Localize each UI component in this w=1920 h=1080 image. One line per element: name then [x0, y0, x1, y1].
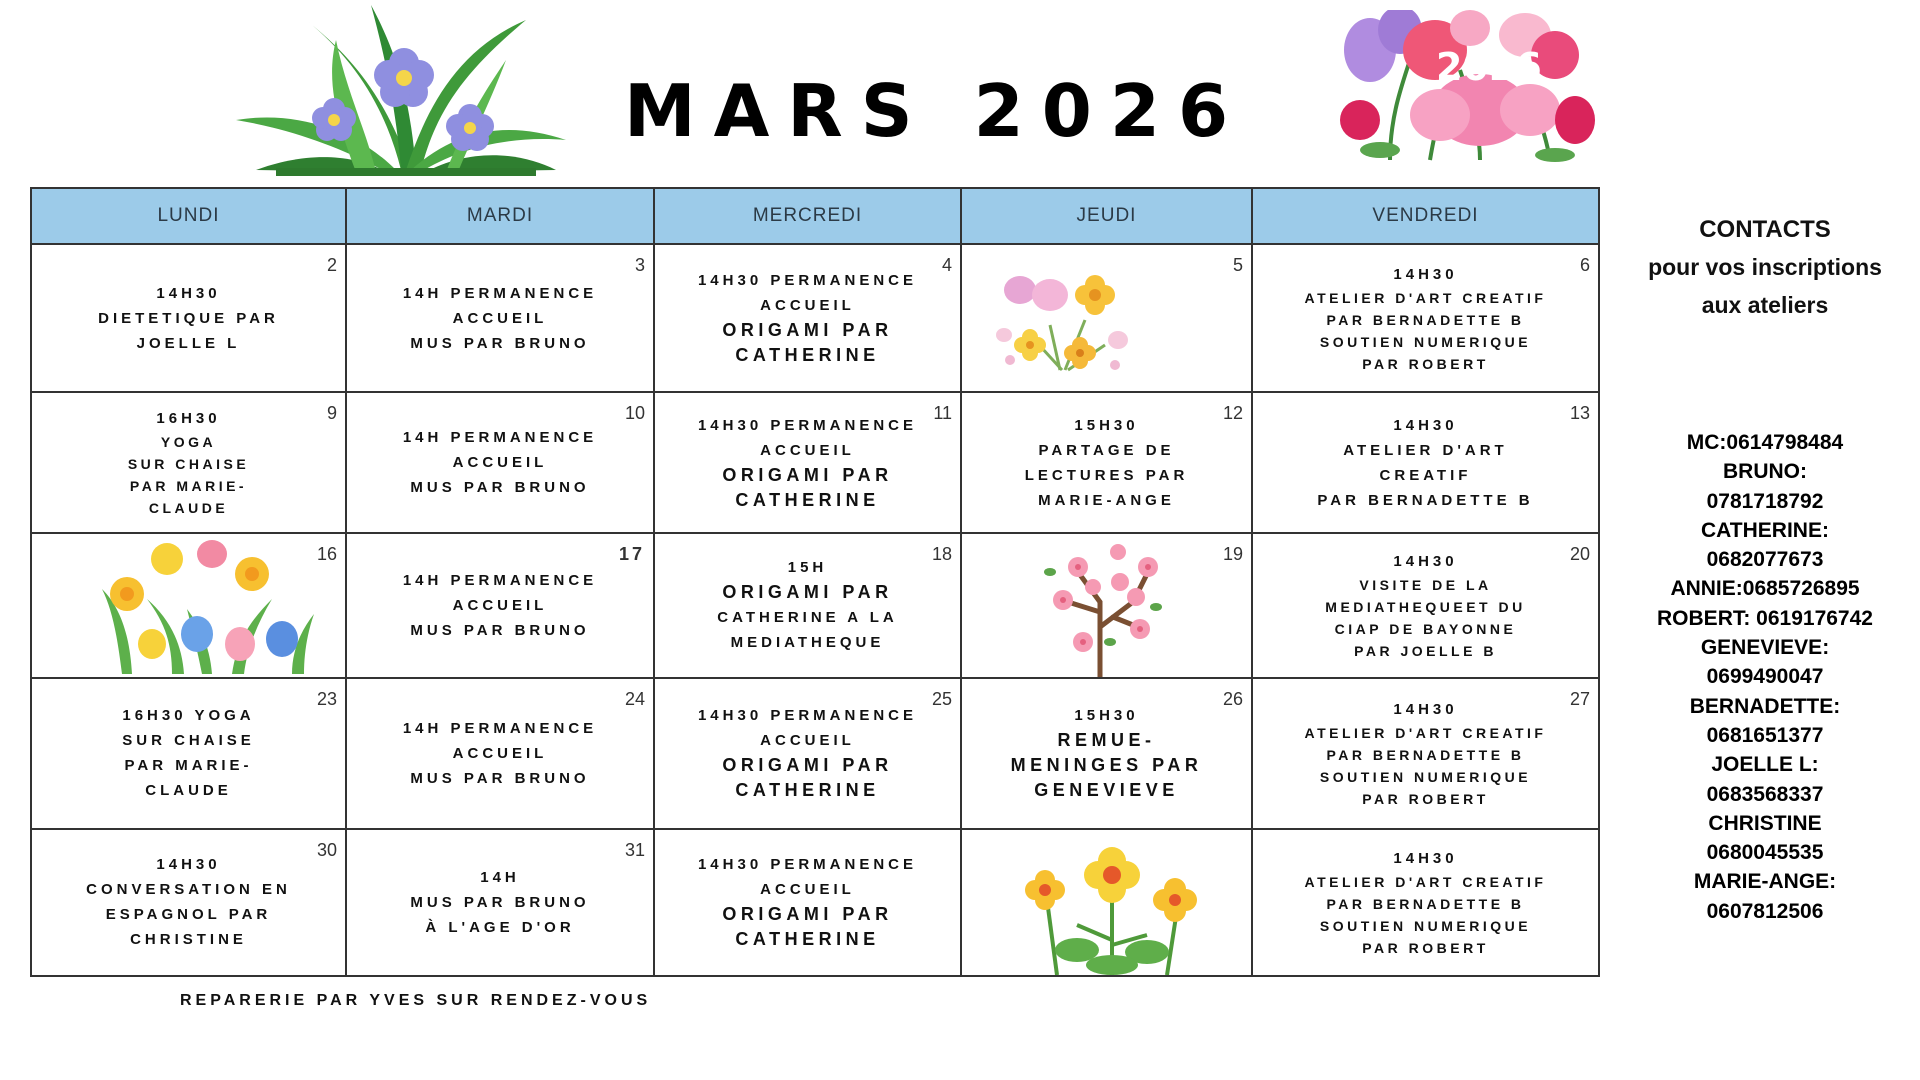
- yellow-flowers-illustration: [1017, 840, 1197, 975]
- day-cell: [961, 678, 1252, 828]
- event-line: ACCUEIL: [760, 732, 855, 750]
- header-mardi: MARDI: [346, 188, 654, 244]
- event-text: [1253, 846, 1598, 959]
- day-cell: [1252, 392, 1599, 532]
- event-line: 14H30: [1393, 552, 1458, 570]
- day-number: 6: [1579, 255, 1590, 275]
- contact-line: 0682077673: [1706, 548, 1824, 572]
- event-line: 14H30 PERMANENCE: [697, 272, 918, 290]
- event-line: 14H: [480, 868, 520, 886]
- event-line: PAR JOELLE B: [1354, 642, 1497, 659]
- contacts-list: [1620, 428, 1910, 926]
- day-number: 13: [1569, 403, 1590, 424]
- event-line: YOGA: [160, 434, 217, 451]
- day-number: 20: [1569, 543, 1590, 564]
- day-cell: [654, 829, 961, 976]
- event-line: CIAP DE BAYONNE: [1334, 620, 1517, 637]
- event-line: CATHERINE A LA: [717, 609, 898, 627]
- pink-flowers-illustration: [1330, 10, 1595, 162]
- deco-year-text: 2026: [1436, 45, 1542, 89]
- day-cell: [31, 533, 346, 678]
- event-line: ORIGAMI PAR: [722, 582, 893, 603]
- event-line: GENEVIEVE: [1034, 780, 1179, 801]
- event-line: ORIGAMI PAR: [722, 755, 893, 776]
- event-line: SOUTIEN NUMERIQUE: [1319, 333, 1532, 350]
- event-line: ESPAGNOL PAR: [105, 906, 272, 924]
- event-line: ACCUEIL: [452, 596, 548, 614]
- event-text: [962, 413, 1251, 513]
- event-line: 14H30: [1393, 265, 1458, 283]
- event-text: [32, 406, 345, 519]
- day-cell: [31, 244, 346, 392]
- day-cell: [961, 392, 1252, 532]
- event-line: REMUE-: [1057, 730, 1156, 751]
- day-cell: [654, 533, 961, 678]
- day-number: 16: [316, 543, 337, 564]
- day-number: 27: [1569, 689, 1590, 710]
- event-line: ACCUEIL: [760, 881, 855, 899]
- event-text: [347, 281, 653, 356]
- contact-line: BERNADETTE:: [1689, 694, 1841, 718]
- day-number: 5: [1232, 255, 1243, 275]
- event-line: MEDIATHEQUEET DU: [1325, 598, 1526, 615]
- header-jeudi: JEUDI: [961, 188, 1252, 244]
- event-line: 14H30: [156, 856, 221, 874]
- week-row: [31, 533, 1599, 678]
- day-cell: [1252, 533, 1599, 678]
- contact-line: CATHERINE:: [1701, 518, 1829, 542]
- event-line: 14H PERMANENCE: [402, 429, 598, 447]
- day-cell: [1252, 678, 1599, 828]
- event-line: LECTURES PAR: [1024, 466, 1189, 484]
- event-line: MUS PAR BRUNO: [410, 769, 590, 787]
- week-row: [31, 678, 1599, 828]
- event-line: 14H30 PERMANENCE: [697, 707, 918, 725]
- contact-line: 0781718792: [1706, 489, 1824, 513]
- contact-line: MC:0614798484: [1686, 431, 1844, 454]
- event-line: ATELIER D'ART CREATIF: [1304, 873, 1547, 890]
- contact-line: MARIE-ANGE:: [1693, 870, 1837, 894]
- day-cell: [346, 829, 654, 976]
- day-number: 10: [624, 403, 645, 424]
- day-number: 25: [931, 689, 952, 710]
- day-number: 26: [1222, 689, 1243, 710]
- day-cell: [654, 244, 961, 392]
- blossom-branch-illustration: [1038, 533, 1168, 677]
- event-line: PAR BERNADETTE B: [1326, 746, 1525, 763]
- day-number: 2: [326, 255, 337, 275]
- event-text: [347, 865, 653, 940]
- event-line: MUS PAR BRUNO: [410, 621, 590, 639]
- week-row: [31, 244, 1599, 392]
- footer-note: REPARERIE PAR YVES SUR RENDEZ-VOUS: [180, 992, 652, 1009]
- contact-line: 0683568337: [1706, 782, 1824, 806]
- day-cell: [1252, 829, 1599, 976]
- event-text: [347, 568, 653, 643]
- day-cell: [346, 244, 654, 392]
- event-line: ACCUEIL: [452, 454, 548, 472]
- day-number: 23: [316, 689, 337, 710]
- event-line: ATELIER D'ART CREATIF: [1304, 724, 1547, 741]
- contact-line: JOELLE L:: [1711, 753, 1819, 777]
- day-cell: [346, 533, 654, 678]
- event-line: DIETETIQUE PAR: [98, 309, 279, 327]
- day-cell: [961, 829, 1252, 976]
- event-line: 14H30 PERMANENCE: [697, 416, 918, 434]
- event-line: 14H30: [156, 284, 221, 302]
- day-cell: [31, 829, 346, 976]
- event-line: CATHERINE: [735, 345, 880, 366]
- day-cell: [346, 678, 654, 828]
- day-cell: [31, 678, 346, 828]
- header-mercredi: MERCREDI: [654, 188, 961, 244]
- event-line: MUS PAR BRUNO: [410, 893, 590, 911]
- week-row: [31, 392, 1599, 532]
- grass-flowers-illustration: [236, 0, 566, 176]
- event-line: MEDIATHEQUE: [730, 634, 885, 652]
- event-line: ORIGAMI PAR: [722, 464, 893, 485]
- day-number: 11: [933, 403, 952, 424]
- event-line: MUS PAR BRUNO: [410, 479, 590, 497]
- event-text: [655, 852, 960, 952]
- event-line: CATHERINE: [735, 489, 880, 510]
- event-line: CONVERSATION EN: [86, 881, 291, 899]
- event-line: 14H PERMANENCE: [402, 284, 598, 302]
- event-line: PAR MARIE-: [129, 478, 248, 495]
- day-cell: [31, 392, 346, 532]
- event-line: MUS PAR BRUNO: [410, 334, 590, 352]
- day-cell: [346, 392, 654, 532]
- event-line: MENINGES PAR: [1010, 755, 1203, 776]
- contacts-panel: [1620, 212, 1910, 926]
- contact-line: 0681651377: [1706, 723, 1824, 747]
- event-line: PAR MARIE-: [124, 757, 253, 775]
- day-number: 12: [1222, 403, 1243, 424]
- event-text: [655, 268, 960, 368]
- event-text: [1253, 549, 1598, 662]
- contacts-subtitle-1: pour vos inscriptions: [1648, 254, 1882, 280]
- event-text: [32, 852, 345, 952]
- event-line: JOELLE L: [136, 334, 241, 352]
- event-line: CATHERINE: [735, 780, 880, 801]
- event-line: CLAUDE: [148, 500, 229, 517]
- header-lundi: LUNDI: [31, 188, 346, 244]
- event-line: CHRISTINE: [130, 931, 247, 949]
- event-line: ORIGAMI PAR: [722, 320, 893, 341]
- event-line: 14H30: [1393, 849, 1458, 867]
- week-row: [31, 829, 1599, 976]
- event-line: PAR BERNADETTE B: [1326, 311, 1525, 328]
- day-number: 18: [931, 543, 952, 564]
- contact-line: ROBERT: 0619176742: [1657, 606, 1873, 630]
- contacts-subtitle-2: aux ateliers: [1701, 292, 1829, 318]
- event-line: ACCUEIL: [760, 297, 855, 315]
- event-line: 16H30 YOGA: [122, 707, 255, 725]
- event-line: MARIE-ANGE: [1038, 491, 1175, 509]
- day-number: 19: [1222, 543, 1243, 564]
- day-cell: [654, 392, 961, 532]
- day-cell: [961, 533, 1252, 678]
- event-line: 14H PERMANENCE: [402, 571, 598, 589]
- event-text: [1253, 697, 1598, 810]
- event-line: ACCUEIL: [452, 309, 548, 327]
- contact-line: 0607812506: [1706, 899, 1824, 923]
- event-text: [655, 555, 960, 655]
- event-line: PAR ROBERT: [1362, 790, 1489, 807]
- event-line: ORIGAMI PAR: [722, 904, 893, 925]
- contact-line: CHRISTINE: [1708, 811, 1822, 835]
- event-text: [1253, 262, 1598, 375]
- event-line: 14H30: [1393, 416, 1458, 434]
- day-number: 31: [624, 839, 645, 860]
- day-cell: [961, 244, 1252, 392]
- event-line: PARTAGE DE: [1038, 441, 1175, 459]
- day-number: 3: [634, 255, 645, 275]
- event-line: CREATIF: [1379, 466, 1472, 484]
- day-cell: [1252, 244, 1599, 392]
- event-line: 14H30 PERMANENCE: [697, 856, 918, 874]
- event-line: SOUTIEN NUMERIQUE: [1319, 917, 1532, 934]
- day-cell: [654, 678, 961, 828]
- event-text: [32, 281, 345, 356]
- header-vendredi: VENDREDI: [1252, 188, 1599, 244]
- event-text: [347, 716, 653, 791]
- event-text: [1253, 413, 1598, 513]
- event-line: 14H30: [1393, 700, 1458, 718]
- event-line: 15H: [787, 559, 828, 577]
- contact-line: GENEVIEVE:: [1700, 636, 1830, 660]
- contact-line: ANNIE:0685726895: [1670, 577, 1860, 601]
- event-line: 15H30: [1074, 707, 1139, 725]
- event-line: À L'AGE D'OR: [425, 918, 575, 936]
- event-line: SUR CHAISE: [127, 456, 250, 473]
- contacts-title: CONTACTS: [1699, 216, 1831, 243]
- page-title: MARS 2026: [623, 69, 1247, 153]
- event-line: ACCUEIL: [760, 441, 855, 459]
- event-line: PAR ROBERT: [1362, 939, 1489, 956]
- event-line: PAR BERNADETTE B: [1326, 895, 1525, 912]
- event-line: CLAUDE: [145, 782, 232, 800]
- event-line: PAR ROBERT: [1362, 355, 1489, 372]
- event-text: [655, 413, 960, 513]
- event-line: ATELIER D'ART: [1343, 441, 1508, 459]
- event-line: CATHERINE: [735, 929, 880, 950]
- day-number: 24: [624, 689, 645, 710]
- contact-line: BRUNO:: [1723, 460, 1807, 484]
- event-text: [32, 703, 345, 803]
- calendar-table: [30, 187, 1600, 977]
- event-line: VISITE DE LA: [1359, 576, 1492, 593]
- event-line: 14H PERMANENCE: [402, 719, 598, 737]
- event-line: ACCUEIL: [452, 744, 548, 762]
- flower-bouquet-illustration: [990, 265, 1136, 375]
- event-line: 16H30: [156, 410, 221, 428]
- day-number: 30: [316, 839, 337, 860]
- day-number: 9: [326, 403, 337, 424]
- event-line: PAR BERNADETTE B: [1317, 491, 1534, 509]
- contact-line: 0699490047: [1706, 665, 1824, 689]
- event-text: [962, 703, 1251, 803]
- day-number: 17: [618, 543, 645, 564]
- weekday-header-row: [31, 188, 1599, 244]
- day-number: 4: [941, 255, 952, 275]
- event-line: ATELIER D'ART CREATIF: [1304, 289, 1547, 306]
- event-line: 15H30: [1074, 416, 1139, 434]
- contact-line: 0680045535: [1706, 841, 1824, 865]
- event-text: [347, 425, 653, 500]
- spring-flowers-illustration: [92, 539, 317, 674]
- event-line: SOUTIEN NUMERIQUE: [1319, 768, 1532, 785]
- event-text: [655, 703, 960, 803]
- event-line: SUR CHAISE: [122, 732, 255, 750]
